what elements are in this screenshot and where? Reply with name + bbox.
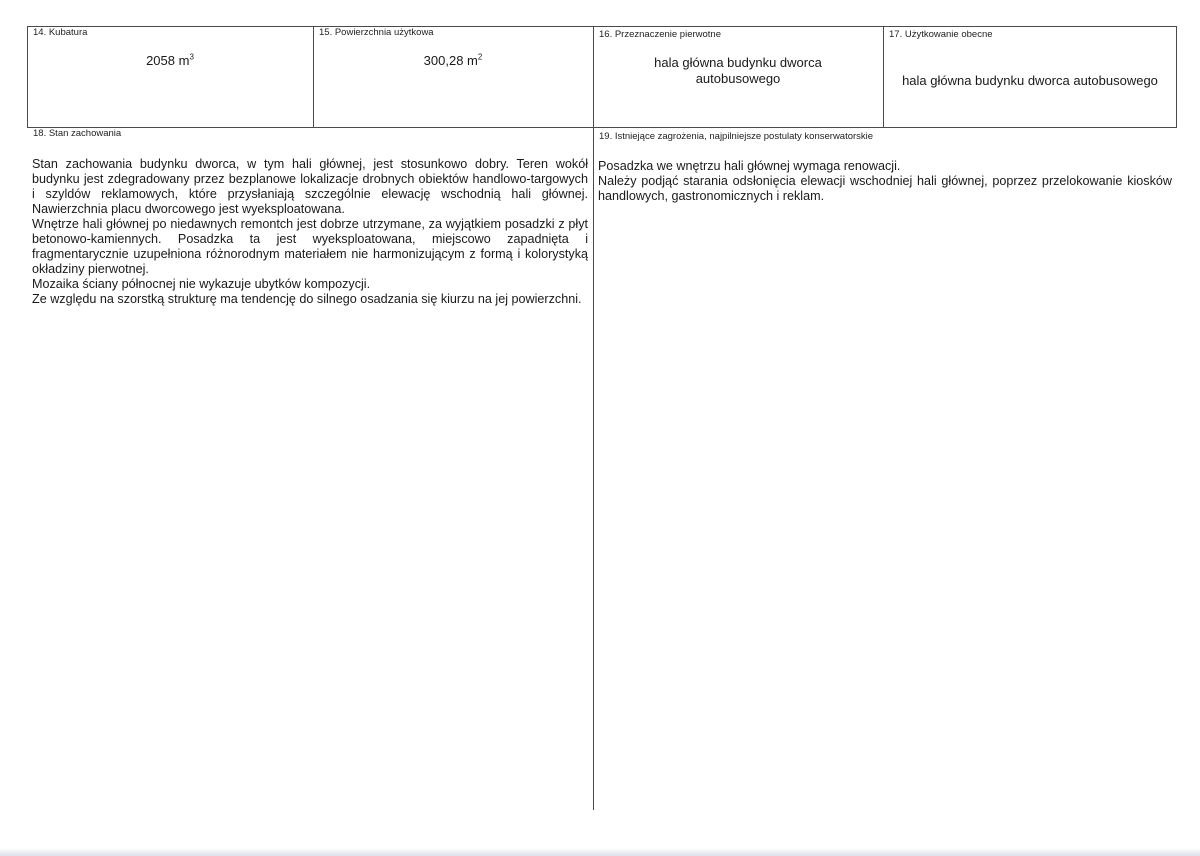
field-17-value: hala główna budynku dworca autobusowego bbox=[902, 73, 1158, 88]
field-18-paragraph: Ze względu na szorstką strukturę ma tendencję do silnego osadzania się kiurzu na jej powierzchni. bbox=[32, 292, 582, 306]
field-15-unit-exponent: 2 bbox=[477, 52, 483, 62]
field-16-value-line1: hala główna budynku dworca bbox=[654, 55, 822, 70]
field-18-label: 18. Stan zachowania bbox=[33, 128, 122, 139]
field-18-text bbox=[32, 157, 588, 307]
field-19-label: 19. Istniejące zagrożenia, najpilniejsze postulaty konserwatorskie bbox=[599, 131, 874, 142]
field-17-label: 17. Użytkowanie obecne bbox=[889, 29, 993, 40]
field-15-value bbox=[313, 53, 593, 69]
field-16-value-line2: autobusowego bbox=[695, 71, 781, 86]
field-16-label: 16. Przeznaczenie pierwotne bbox=[599, 29, 721, 40]
field-19-paragraph: Należy podjąć starania odsłonięcia elewacji wschodniej hali głównej, poprzez przelokowanie kiosków handlowych, gastronomicznych i reklam. bbox=[598, 174, 1172, 203]
field-18-paragraph: Wnętrze hali głównej po niedawnych remontch jest dobrze utrzymane, za wyjątkiem posadzki z płyt betonowo-kamiennych. Posadzka ta jest wyeksploatowana, miejscowo zapadnięta i fragmentarycznie uzupełniona różnorodnym materiałem nie harmonizującym z formą i kolorystyką okładziny pierwotnej. bbox=[32, 217, 588, 276]
field-18-paragraph: Stan zachowania budynku dworca, w tym hali głównej, jest stosunkowo dobry. Teren wokół budynku jest zdegradowany przez bezplanowe lokalizacje drobnych obiektów handlowo-targowych i szyldów reklamowych, które przysłaniają szczególnie elewację wschodnią hali głównej. Nawierzchnia placu dworcowego jest wyeksploatowana. bbox=[32, 157, 588, 216]
row-divider bbox=[27, 127, 1177, 128]
field-14-label: 14. Kubatura bbox=[33, 27, 88, 38]
divider-15-16 bbox=[593, 26, 594, 810]
top-border bbox=[27, 26, 1177, 27]
field-19-text bbox=[598, 159, 1172, 204]
field-15-number: 300,28 m bbox=[423, 53, 478, 68]
field-18-paragraph: Mozaika ściany północnej nie wykazuje ubytków kompozycji. bbox=[32, 277, 371, 291]
field-15-label: 15. Powierzchnia użytkowa bbox=[319, 27, 434, 38]
field-19-paragraph: Posadzka we wnętrzu hali głównej wymaga renowacji. bbox=[598, 159, 901, 173]
divider-14-15 bbox=[313, 26, 314, 127]
field-16-value bbox=[593, 55, 883, 87]
field-14-number: 2058 m bbox=[146, 53, 190, 68]
field-14-value bbox=[27, 53, 313, 69]
field-14-unit-exponent: 3 bbox=[189, 52, 194, 62]
record-form bbox=[27, 26, 1177, 810]
left-border bbox=[27, 26, 28, 127]
scan-edge-shadow bbox=[0, 848, 1200, 856]
